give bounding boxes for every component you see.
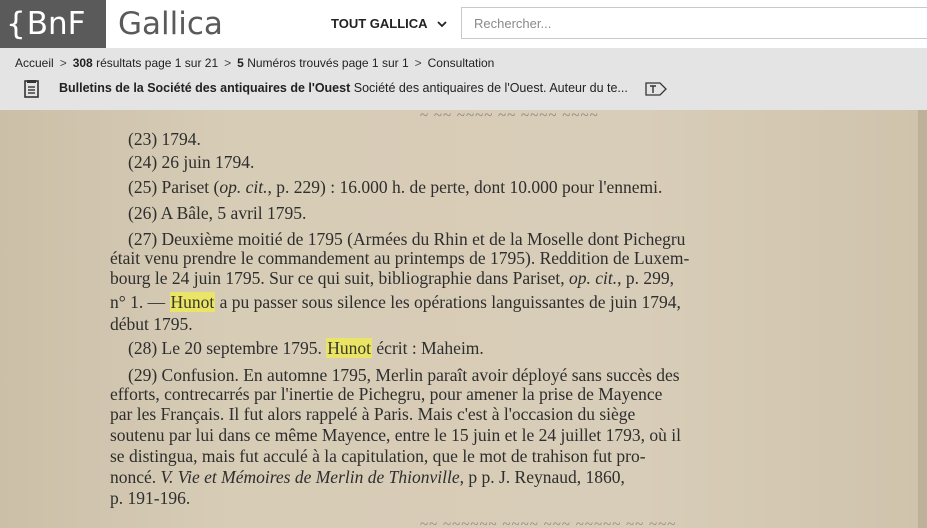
cut-off-text-top: ~ ~~ ~~~~ ~~ ~~~~ ~~~~ [420, 110, 599, 124]
breadcrumb-separator: > [224, 56, 232, 70]
document-title[interactable]: Bulletins de la Société des antiquaires de l'Ouest [59, 81, 351, 95]
note-line: par les Français. Il fut alors rappelé à Paris. Mais c'est à l'occasion du siège [110, 404, 636, 424]
note-line: (27) Deuxième moitié de 1795 (Armées du Rhin et de la Moselle dont Pichegru [128, 229, 686, 249]
note-line: soutenu par lui dans ce même Mayence, entre le 15 juin et le 24 juillet 1793, où il [110, 425, 682, 445]
note-line: p. 191-196. [110, 488, 191, 508]
scope-selected-label: TOUT GALLICA [331, 16, 428, 31]
top-bar [0, 0, 927, 48]
chevron-down-icon [437, 16, 447, 36]
breadcrumb-numbers[interactable] [237, 56, 408, 70]
search-input[interactable] [461, 7, 927, 39]
results-text: résultats page 1 sur 21 [96, 56, 219, 70]
breadcrumb-separator: > [414, 56, 422, 70]
note-line: début 1795. [110, 314, 193, 334]
document-viewer[interactable] [0, 110, 927, 528]
logo-text: BnF [26, 6, 86, 42]
search-highlight[interactable]: Hunot [327, 338, 372, 358]
note-line: efforts, contrecarrés par l'inertie de Pichegru, pour amener la prise de Mayence [110, 384, 663, 404]
note-line: était venu prendre le commandement au printemps de 1795). Reddition de Luxem- [110, 248, 690, 268]
breadcrumb-band [0, 48, 927, 110]
search-scope-select[interactable] [331, 14, 451, 34]
numbers-text: Numéros trouvés page 1 sur 1 [247, 56, 409, 70]
note-line: n° 1. — Hunot a pu passer sous silence les opérations languissantes de juin 1794, [110, 292, 681, 312]
breadcrumb-separator: > [59, 56, 67, 70]
note-line: bourg le 24 juin 1795. Sur ce qui suit, bibliographie dans Pariset, op. cit., p. 299, [110, 268, 674, 288]
note-line: (29) Confusion. En automne 1795, Merlin paraît avoir déployé sans succès des [128, 365, 680, 385]
breadcrumb-results[interactable] [73, 56, 218, 70]
note-line: noncé. V. Vie et Mémoires de Merlin de Thionville, p p. J. Reynaud, 1860, [110, 467, 625, 487]
document-author: Société des antiquaires de l'Ouest. Auteur du te... [353, 81, 628, 95]
note-line: (25) Pariset (op. cit., p. 229) : 16.000 h. de perte, dont 10.000 pour l'ennemi. [128, 177, 663, 197]
note-line: (23) 1794. [128, 129, 201, 149]
cut-off-text-bottom: ~~ ~~~~~~ ~~~~ ~~~ ~~~~~ ~~ ~~~ [420, 517, 677, 528]
note-line: (26) A Bâle, 5 avril 1795. [128, 203, 307, 223]
document-icon [24, 80, 39, 98]
search-highlight[interactable]: Hunot [170, 292, 215, 312]
logo-brace: { [6, 6, 26, 42]
page-edge [918, 110, 927, 528]
note-line: (28) Le 20 septembre 1795. Hunot écrit : Maheim. [128, 338, 484, 358]
breadcrumb [15, 56, 494, 70]
bnf-logo[interactable] [0, 0, 106, 48]
breadcrumb-current: Consultation [427, 56, 495, 70]
numbers-count: 5 [237, 56, 244, 70]
app-title[interactable]: Gallica [118, 6, 223, 42]
results-count: 308 [72, 56, 93, 70]
text-mode-icon[interactable] [645, 82, 667, 96]
document-info [24, 78, 667, 98]
note-line: (24) 26 juin 1794. [128, 152, 255, 172]
note-line: se distingua, mais fut acculé à la capitulation, que le mot de trahison fut pro- [110, 446, 646, 466]
breadcrumb-home[interactable]: Accueil [15, 56, 54, 70]
